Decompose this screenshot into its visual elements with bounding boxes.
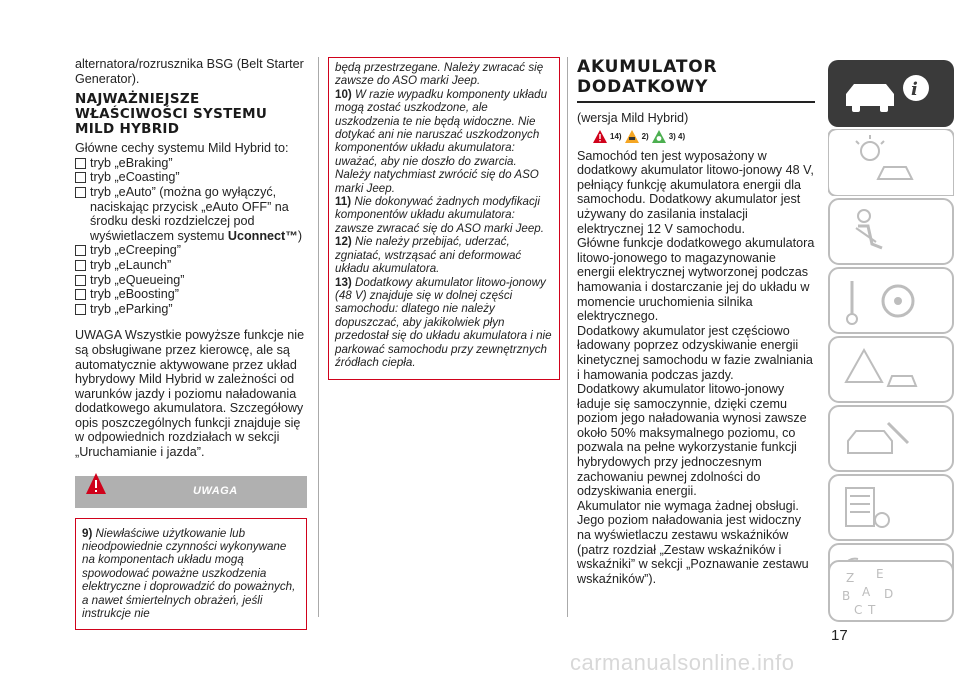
warning-box: 9) Niewłaściwe użytkowanie lub nieodpowiednie czynności wykonywane na komponentach układu mogą spowodować poważne uszkodzenia elektryczne i doprowadzić do poważnych, a nawet śmiertelnych obrażeń, jeśli instrukcje nie xyxy=(75,518,307,630)
paragraph: Samochód ten jest wyposażony w dodatkowy akumulator litowo-jonowy 48 V, pełniący funkcję akumulatora energii dla samochodu. Dodatkowy akumulator jest używany do zasilania instalacji elektrycznej 12 V samochodu. xyxy=(577,148,814,236)
reference-tags: 14) 2) 3) 4) xyxy=(593,130,815,143)
heading-underline xyxy=(577,101,815,103)
svg-text:D: D xyxy=(884,587,894,601)
version-note: (wersja Mild Hybrid) xyxy=(577,111,689,125)
section-heading: NAJWAŻNIEJSZE WŁAŚCIWOŚCI SYSTEMU MILD HYBRID xyxy=(75,91,268,138)
svg-text:Z: Z xyxy=(846,571,855,585)
intro-text: alternatora/rozrusznika BSG (Belt Starter Generator). xyxy=(75,57,304,86)
checkbox-icon xyxy=(75,260,86,271)
index-letters-icon[interactable] xyxy=(828,560,954,622)
list-item: tryb „eQueueing” xyxy=(75,273,307,288)
checkbox-icon xyxy=(75,172,86,183)
airbag-seat-icon[interactable] xyxy=(828,198,954,265)
dashboard-lights-icon[interactable] xyxy=(828,129,954,196)
note-paragraph: UWAGA Wszystkie powyższe funkcje nie są obsługiwane przez kierowcę, ale są automatycznie aktywowane przez układ hybrydowy Mild Hybrid w zależności od warunków jazdy i poziomu naładowania dodatkowego akumulatora. Szczegółowy opis poszczególnych funkcji znajduje się w odpowiednich rozdziałach w sekcji „Uruchamianie i jazda”. xyxy=(75,328,305,460)
watermark-text: carmanualsonline.info xyxy=(570,650,795,675)
specs-list-icon[interactable] xyxy=(828,474,954,541)
checkbox-icon xyxy=(75,187,86,198)
warning-label: UWAGA xyxy=(193,484,238,497)
steering-key-icon[interactable] xyxy=(828,267,954,334)
chapter-heading-line2: DODATKOWY xyxy=(577,77,709,97)
list-item: tryb „eParking” xyxy=(75,302,307,317)
warning-10: 10) W razie wypadku komponenty układu mogą zostać uszkodzone, ale uszkodzenia te nie będą widoczne. Nie dotykać ani nie naruszać uszkodzonych komponentów układu akumulatora: uważać, aby nie doszło do zwarcia. Należy natychmiast zwrócić się do ASO marki Jeep. xyxy=(335,87,548,195)
warning-triangle-car-icon[interactable] xyxy=(828,336,954,403)
checkbox-icon xyxy=(75,158,86,169)
warning-triangle-icon xyxy=(85,472,107,496)
paragraph: Główne funkcje dodatkowego akumulatora litowo-jonowego to magazynowanie energii elektrycznej wytworzonej podczas hamowania i dostarczanie jej do układu w momencie uruchomienia silnika elektrycznego. xyxy=(577,236,815,324)
column-3 xyxy=(577,57,815,586)
warning-12: 12) Nie należy przebijać, uderzać, zgniatać, wstrząsać ani deformować układu akumulatora. xyxy=(335,235,522,276)
uconnect-label: Uconnect™ xyxy=(227,228,298,243)
column-1 xyxy=(75,57,307,630)
paragraph: Dodatkowy akumulator litowo-jonowy ładuje się samoczynnie, dzięki czemu poziom jego naładowania wynosi zawsze około 50% maksymalnego poziomu, co pozwala na pełne wykorzystanie funkcji hybrydowych przy jednoczesnym zachowaniu pewnej zdolności do odzyskiwania energii. xyxy=(577,382,807,499)
paragraph: Dodatkowy akumulator jest częściowo ładowany poprzez odzyskiwanie energii kinetycznej samochodu w fazie zwalniania i hamowania podczas jazdy. xyxy=(577,323,813,382)
svg-text:i: i xyxy=(911,79,918,100)
warning-13: 13) Dodatkowy akumulator litowo-jonowy (48 V) znajduje się w dolnej części samochodu: dlatego nie należy dopuszczać, aby jakikolwiek płyn przedostał się do układu akumulatora i nie parkować samochodu przy zewnętrznych źródłach ciepła. xyxy=(335,275,552,369)
checkbox-icon xyxy=(75,289,86,300)
paragraph: Akumulator nie wymaga żadnej obsługi. Jego poziom naładowania jest widoczny na wyświetlaczu zestawu wskaźników (patrz rozdział „Zestaw wskaźników i wskaźniki” w sekcji „Poznawanie zestawu wskaźników”). xyxy=(577,498,809,586)
column-divider xyxy=(567,57,568,617)
warning-continuation: będą przestrzegane. Należy zwracać się zawsze do ASO marki Jeep. xyxy=(335,61,544,88)
list-item: tryb „eCoasting” xyxy=(75,170,307,185)
svg-text:E: E xyxy=(876,567,884,581)
warning-box-continued xyxy=(328,57,560,380)
column-divider xyxy=(318,57,319,617)
lead-text: Główne cechy systemu Mild Hybrid to: xyxy=(75,141,289,156)
checkbox-icon xyxy=(75,275,86,286)
checkbox-icon xyxy=(75,245,86,256)
checkbox-icon xyxy=(75,304,86,315)
wrench-car-icon[interactable] xyxy=(828,405,954,472)
svg-text:T: T xyxy=(868,603,876,617)
danger-triangle-icon xyxy=(593,130,607,143)
list-item: tryb „eBraking” xyxy=(75,156,307,171)
list-item: tryb „eCreeping” xyxy=(75,243,307,258)
caution-triangle-icon xyxy=(625,130,639,143)
column-2 xyxy=(328,57,560,380)
svg-text:A: A xyxy=(862,585,871,599)
svg-text:B: B xyxy=(842,589,851,603)
chapter-heading-line1: AKUMULATOR xyxy=(577,57,718,77)
list-item: tryb „eLaunch” xyxy=(75,258,307,273)
environment-triangle-icon xyxy=(652,130,666,143)
list-item: tryb „eAuto” (można go wyłączyć, naciskając przycisk „eAuto OFF” na środku deski rozdzielczej pod wyświetlaczem systemu Uconnect™) xyxy=(75,185,307,243)
car-info-icon[interactable] xyxy=(828,60,954,127)
page-number: 17 xyxy=(831,627,848,644)
warning-11: 11) Nie dokonywać żadnych modyfikacji komponentów układu akumulatora: zawsze zwracać się do ASO marki Jeep. xyxy=(335,195,544,235)
svg-text:C: C xyxy=(854,603,863,617)
warning-banner xyxy=(75,476,307,508)
list-item: tryb „eBoosting” xyxy=(75,287,307,302)
